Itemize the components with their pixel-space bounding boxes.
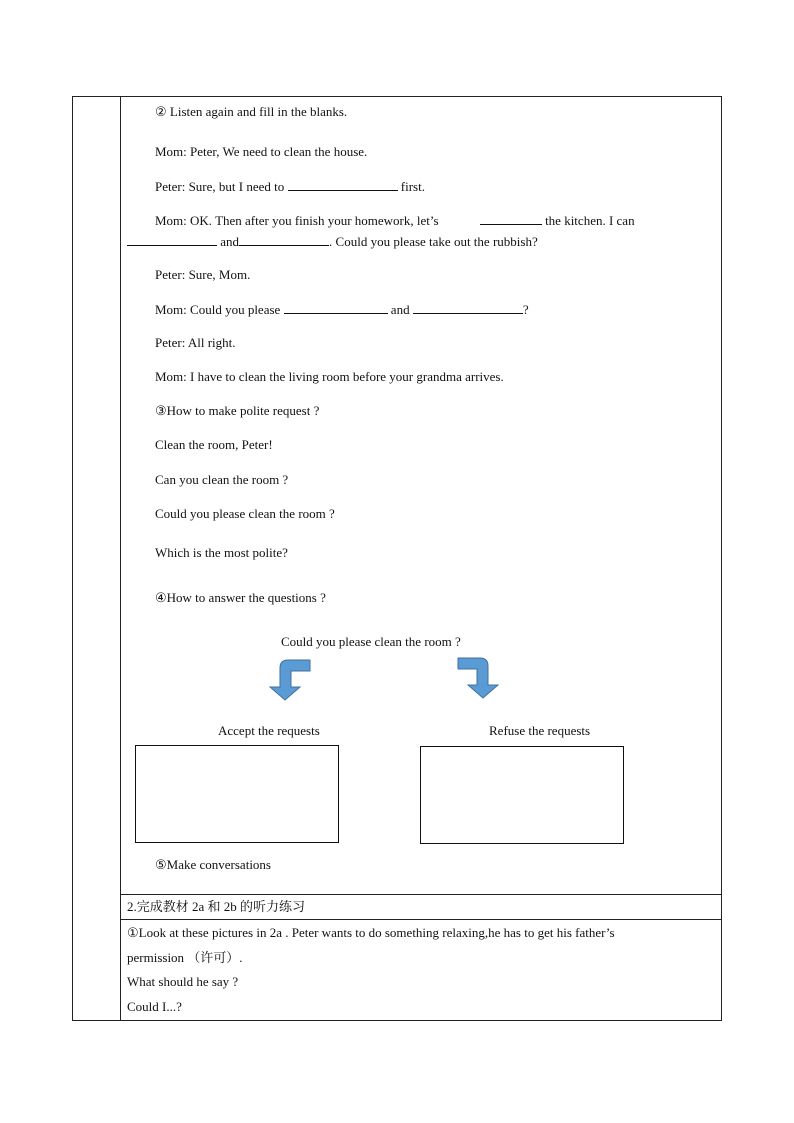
refuse-label: Refuse the requests — [489, 723, 591, 738]
table-border-bottom — [72, 1020, 722, 1021]
dialogue-line-4 — [127, 233, 538, 250]
arrow-down-right-icon — [456, 657, 502, 699]
accept-answer-box[interactable] — [135, 745, 339, 843]
table-border-right — [721, 96, 722, 1021]
dialogue-line-2-start: Peter: Sure, but I need to — [155, 179, 285, 194]
fill-blank[interactable] — [480, 212, 542, 225]
dialogue-line-2-end: first. — [400, 179, 425, 194]
dialogue-line-3-start: Mom: OK. Then after you finish your homework, let’s — [155, 213, 439, 228]
dialogue-line-4-end: . Could you please take out the rubbish? — [329, 234, 538, 249]
which-polite-question: Which is the most polite? — [155, 545, 288, 560]
request-3: Could you please clean the room ? — [155, 506, 335, 521]
section2-line-2: permission （许可）. — [127, 950, 243, 965]
table-border-left — [72, 96, 73, 1021]
dialogue-line-6-and: and — [390, 302, 410, 317]
dialogue-line-5: Peter: Sure, Mom. — [155, 267, 251, 282]
dialogue-line-7: Peter: All right. — [155, 335, 236, 350]
fill-blank[interactable] — [413, 301, 523, 314]
center-question: Could you please clean the room ? — [281, 634, 461, 649]
table-row-divider-2 — [120, 919, 722, 920]
accept-label: Accept the requests — [218, 723, 320, 738]
dialogue-line-6 — [155, 301, 529, 318]
dialogue-line-6-start: Mom: Could you please — [155, 302, 281, 317]
task2-title: ② Listen again and fill in the blanks. — [155, 104, 348, 119]
request-2: Can you clean the room ? — [155, 472, 289, 487]
dialogue-line-3-end: the kitchen. I can — [545, 213, 635, 228]
task4-title: ④How to answer the questions ? — [155, 590, 326, 605]
fill-blank[interactable] — [127, 233, 217, 246]
dialogue-line-6-end: ? — [522, 302, 529, 317]
section2-line-1: ①Look at these pictures in 2a . Peter wants to do something relaxing,he has to get his father’s — [127, 925, 615, 940]
dialogue-line-3 — [155, 212, 635, 229]
section2-line-4: Could I...? — [127, 999, 182, 1014]
fill-blank[interactable] — [288, 178, 398, 191]
dialogue-line-2 — [155, 178, 425, 195]
fill-blank[interactable] — [239, 233, 329, 246]
fill-blank[interactable] — [284, 301, 388, 314]
table-column-divider — [120, 96, 121, 1021]
task5-title: ⑤Make conversations — [155, 857, 271, 872]
section2-heading: 2.完成教材 2a 和 2b 的听力练习 — [127, 899, 306, 914]
task3-title: ③How to make polite request ? — [155, 403, 320, 418]
request-1: Clean the room, Peter! — [155, 437, 273, 452]
refuse-answer-box[interactable] — [420, 746, 624, 844]
dialogue-line-4-and: and — [220, 234, 240, 249]
table-row-divider-1 — [120, 894, 722, 895]
dialogue-line-8: Mom: I have to clean the living room before your grandma arrives. — [155, 369, 504, 384]
dialogue-line-1: Mom: Peter, We need to clean the house. — [155, 144, 368, 159]
arrow-down-left-icon — [266, 659, 312, 701]
section2-line-3: What should he say ? — [127, 974, 239, 989]
table-border-top — [72, 96, 722, 97]
